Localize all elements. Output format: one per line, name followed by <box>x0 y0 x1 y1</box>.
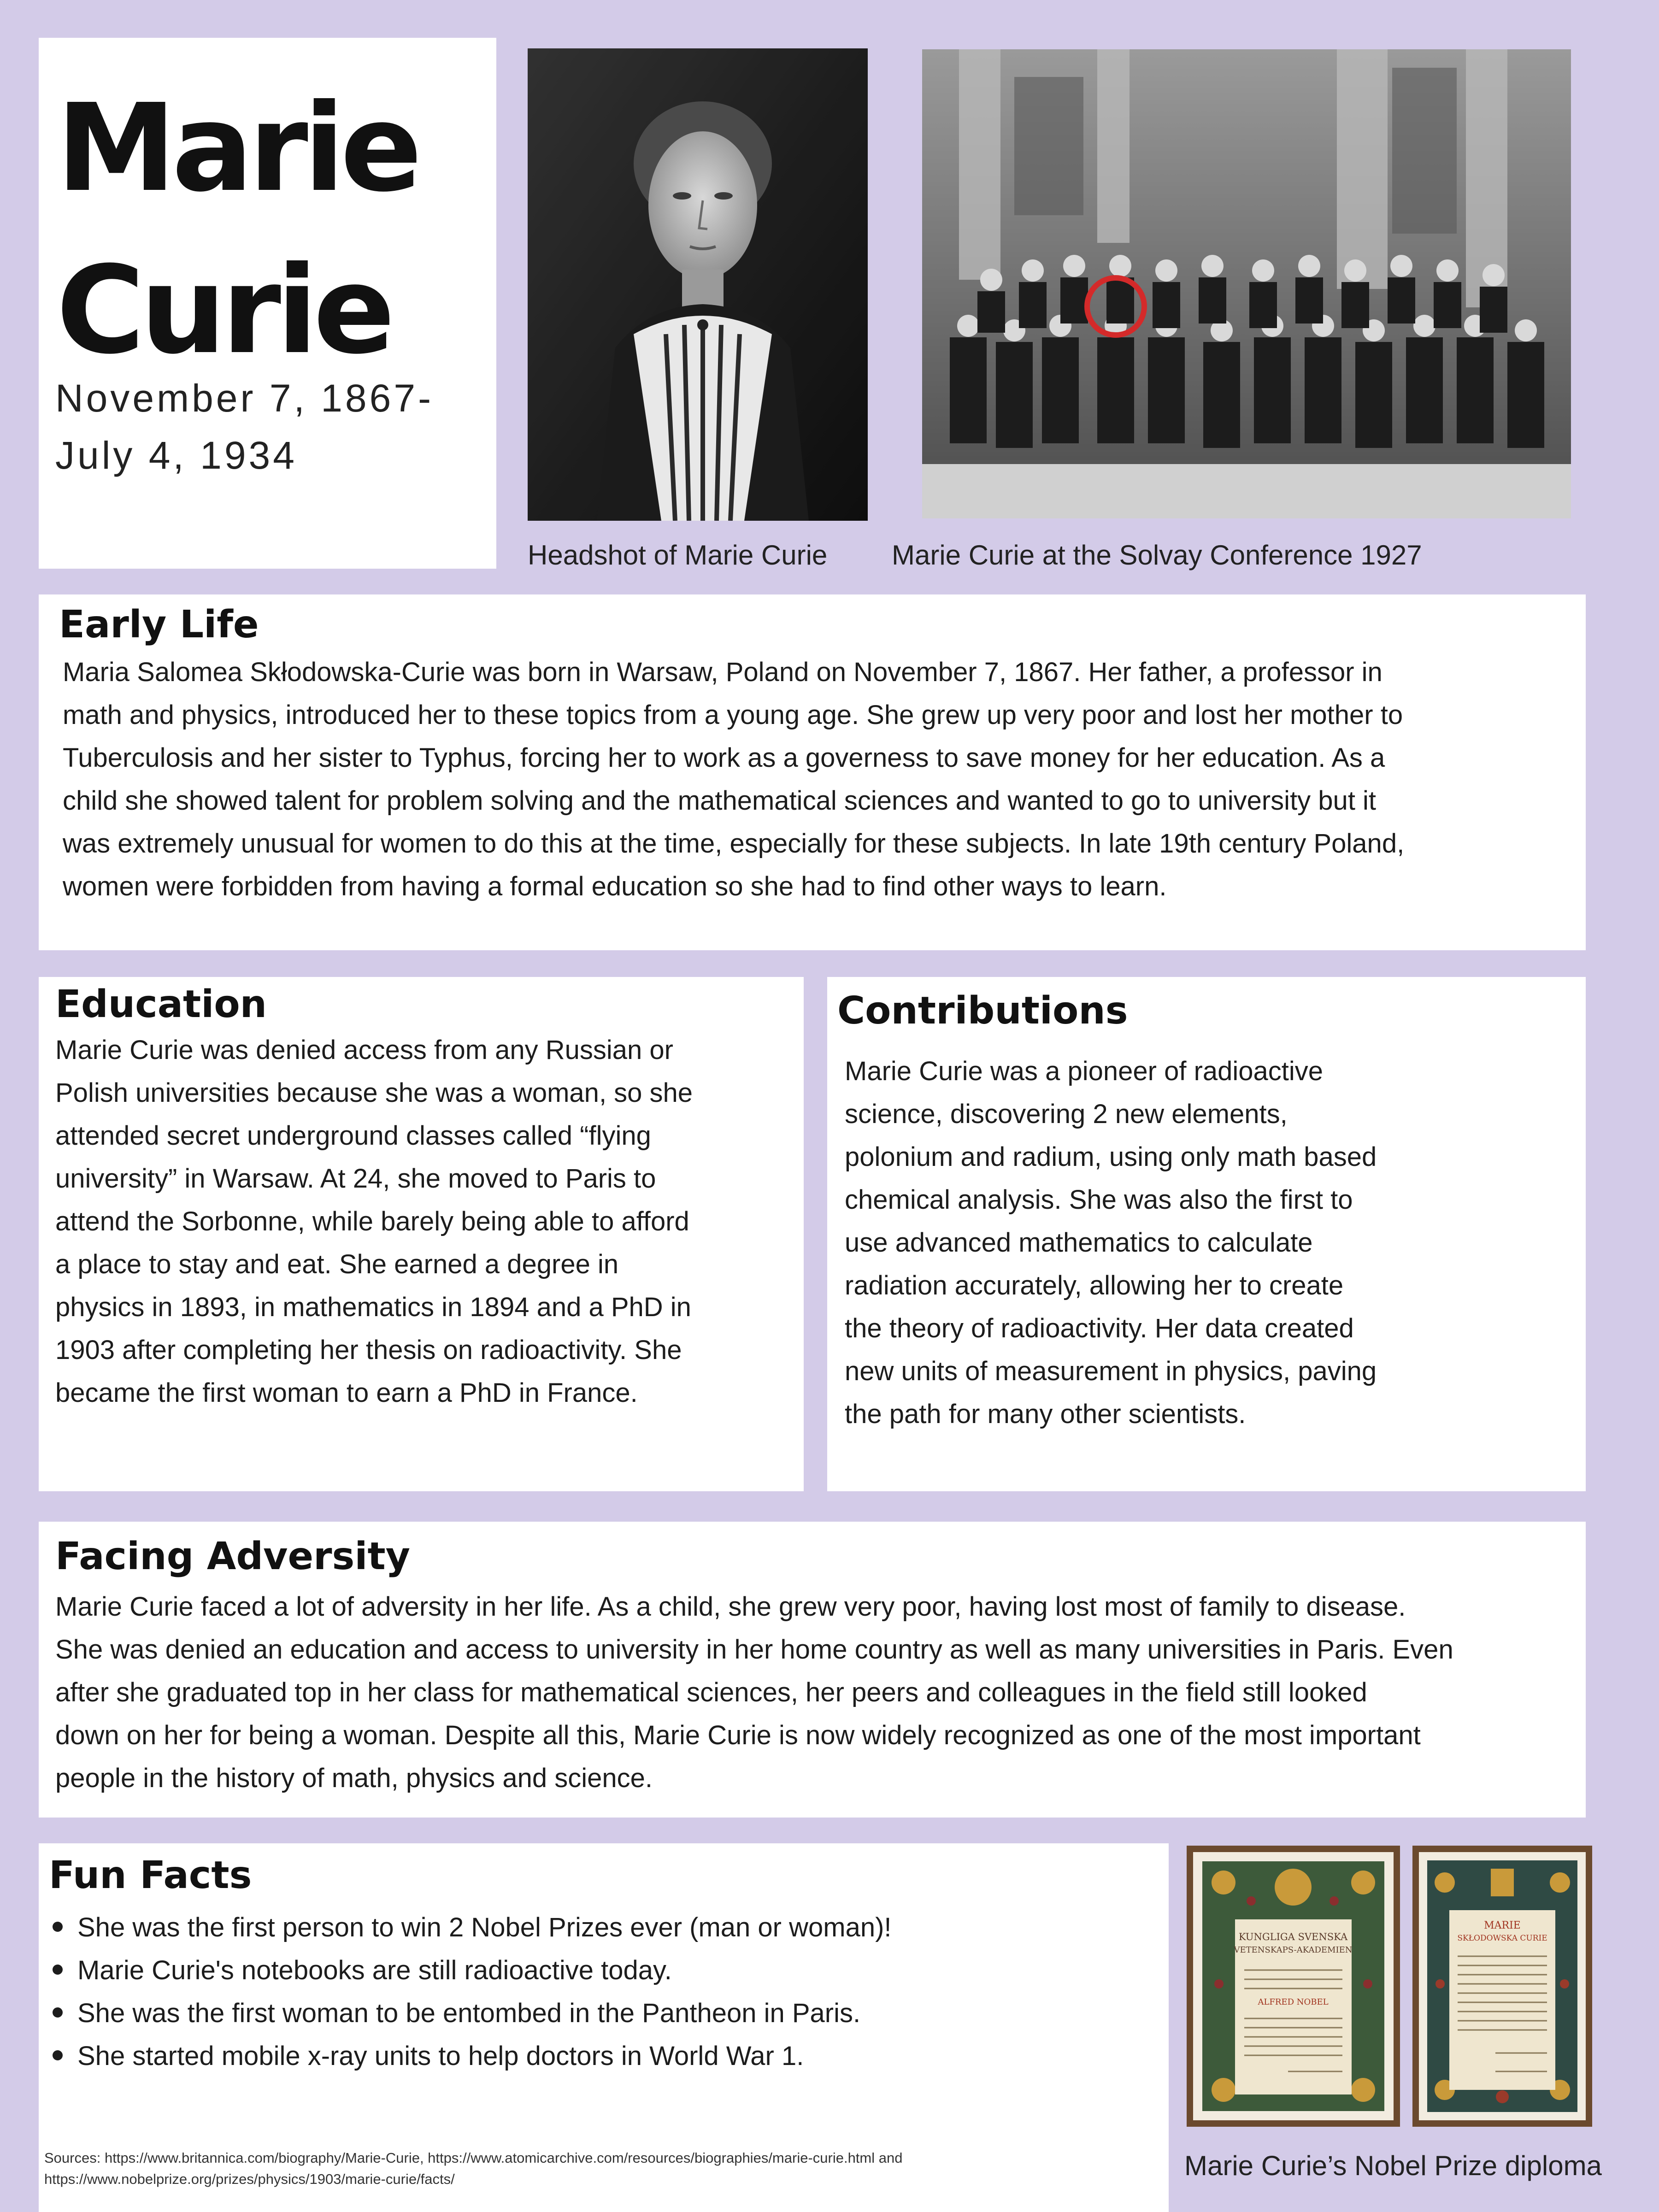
education-line: attend the Sorbonne, while barely being able to afford <box>55 1206 689 1236</box>
education-line: physics in 1893, in mathematics in 1894 and a PhD in <box>55 1292 691 1322</box>
sources-line-2: https://www.nobelprize.org/prizes/physics/1903/marie-curie/facts/ <box>44 2171 455 2187</box>
fun-fact-item <box>49 1992 892 2035</box>
education-line: a place to stay and eat. She earned a degree in <box>55 1249 619 1279</box>
adversity-panel <box>39 1522 1586 1818</box>
adversity-line: She was denied an education and access to university in her home country as well as many universities in Paris. Even <box>55 1635 1453 1665</box>
early-life-line: was extremely unusual for women to do this at the time, especially for these subjects. In late 19th century Poland, <box>63 829 1405 859</box>
contributions-line: science, discovering 2 new elements, <box>845 1099 1288 1129</box>
education-text <box>55 1029 797 1414</box>
fun-fact-item <box>49 1906 892 1949</box>
early-life-line: math and physics, introduced her to these topics from a young age. She grew up very poor and lost her mother to <box>63 700 1403 730</box>
nobel-diploma-right <box>1412 1846 1592 2127</box>
diploma-left-text-2: VETENSKAPS-AKADEMIEN <box>1234 1945 1353 1955</box>
early-life-panel <box>39 594 1586 950</box>
diploma-right-text-1: MARIE <box>1484 1920 1521 1931</box>
adversity-text <box>55 1585 1576 1800</box>
early-life-line: child she showed talent for problem solving and the mathematical sciences and wanted to go to university but it <box>63 786 1377 816</box>
education-line: 1903 after completing her thesis on radioactivity. She <box>55 1335 682 1365</box>
life-dates <box>55 370 434 484</box>
early-life-line: Maria Salomea Skłodowska-Curie was born in Warsaw, Poland on November 7, 1867. Her father, a professor in <box>63 657 1382 687</box>
fun-fact-text: She was the first woman to be entombed in the Pantheon in Paris. <box>77 1998 861 2028</box>
adversity-line: Marie Curie faced a lot of adversity in her life. As a child, she grew very poor, having lost most of family to disease. <box>55 1592 1406 1622</box>
fun-fact-text: She started mobile x-ray units to help doctors in World War 1. <box>77 2041 804 2071</box>
fun-fact-text: She was the first person to win 2 Nobel Prizes ever (man or woman)! <box>77 1912 892 1942</box>
contributions-line: the theory of radioactivity. Her data created <box>845 1313 1354 1343</box>
fun-facts-heading: Fun Facts <box>49 1853 252 1897</box>
adversity-line: after she graduated top in her class for mathematical sciences, her peers and colleagues in the field still looked <box>55 1677 1367 1707</box>
title-line-2: Curie <box>56 240 391 381</box>
dates-line-2: July 4, 1934 <box>55 434 297 477</box>
title-line-1: Marie <box>56 78 418 218</box>
diploma-left-name: ALFRED NOBEL <box>1258 1997 1329 2007</box>
headshot-photo <box>528 48 868 521</box>
contributions-panel <box>827 977 1586 1491</box>
contributions-line: chemical analysis. She was also the first to <box>845 1185 1353 1215</box>
early-life-text <box>63 651 1579 908</box>
early-life-line: Tuberculosis and her sister to Typhus, forcing her to work as a governess to save money for her education. As a <box>63 743 1385 773</box>
early-life-line: women were forbidden from having a formal education so she had to find other ways to learn. <box>63 871 1167 901</box>
education-line: attended secret underground classes called “flying <box>55 1121 651 1151</box>
education-line: became the first woman to earn a PhD in France. <box>55 1378 638 1408</box>
contributions-line: Marie Curie was a pioneer of radioactive <box>845 1056 1324 1086</box>
bullet-icon <box>53 1965 63 1975</box>
contributions-line: polonium and radium, using only math based <box>845 1142 1377 1172</box>
bullet-icon <box>53 1922 63 1932</box>
diploma-left-text-1: KUNGLIGA SVENSKA <box>1238 1931 1348 1942</box>
contributions-heading: Contributions <box>837 989 1128 1033</box>
education-line: Marie Curie was denied access from any Russian or <box>55 1035 673 1065</box>
sources-text <box>44 2147 1141 2190</box>
early-life-heading: Early Life <box>59 603 259 647</box>
bullet-icon <box>53 2007 63 2018</box>
solvay-caption: Marie Curie at the Solvay Conference 1927 <box>892 540 1422 571</box>
adversity-line: people in the history of math, physics and science. <box>55 1763 653 1793</box>
title-panel <box>39 38 496 569</box>
adversity-line: down on her for being a woman. Despite all this, Marie Curie is now widely recognized as one of the most important <box>55 1720 1421 1750</box>
page-title <box>56 67 418 392</box>
fun-facts-list <box>49 1906 892 2077</box>
education-line: university” in Warsaw. At 24, she moved to Paris to <box>55 1164 656 1194</box>
nobel-diploma-left <box>1187 1846 1400 2127</box>
diploma-right-text-2: SKŁODOWSKA CURIE <box>1457 1934 1547 1943</box>
diploma-caption: Marie Curie’s Nobel Prize diploma <box>1184 2150 1602 2181</box>
adversity-heading: Facing Adversity <box>55 1535 411 1578</box>
contributions-text <box>845 1050 1577 1435</box>
fun-fact-item <box>49 1949 892 1992</box>
headshot-caption: Headshot of Marie Curie <box>528 540 828 571</box>
dates-line-1: November 7, 1867- <box>55 377 434 420</box>
sources-line-1: Sources: https://www.britannica.com/biography/Marie-Curie, https://www.atomicarchive.com/resources/biographies/marie-curie.html and <box>44 2150 903 2166</box>
bullet-icon <box>53 2050 63 2060</box>
contributions-line: new units of measurement in physics, paving <box>845 1356 1377 1386</box>
fun-fact-text: Marie Curie's notebooks are still radioactive today. <box>77 1955 672 1985</box>
education-panel <box>39 977 804 1491</box>
contributions-line: use advanced mathematics to calculate <box>845 1228 1313 1258</box>
education-heading: Education <box>55 982 267 1026</box>
contributions-line: the path for many other scientists. <box>845 1399 1246 1429</box>
contributions-line: radiation accurately, allowing her to create <box>845 1271 1344 1300</box>
fun-fact-item <box>49 2035 892 2077</box>
solvay-photo <box>922 49 1571 518</box>
education-line: Polish universities because she was a woman, so she <box>55 1078 693 1108</box>
